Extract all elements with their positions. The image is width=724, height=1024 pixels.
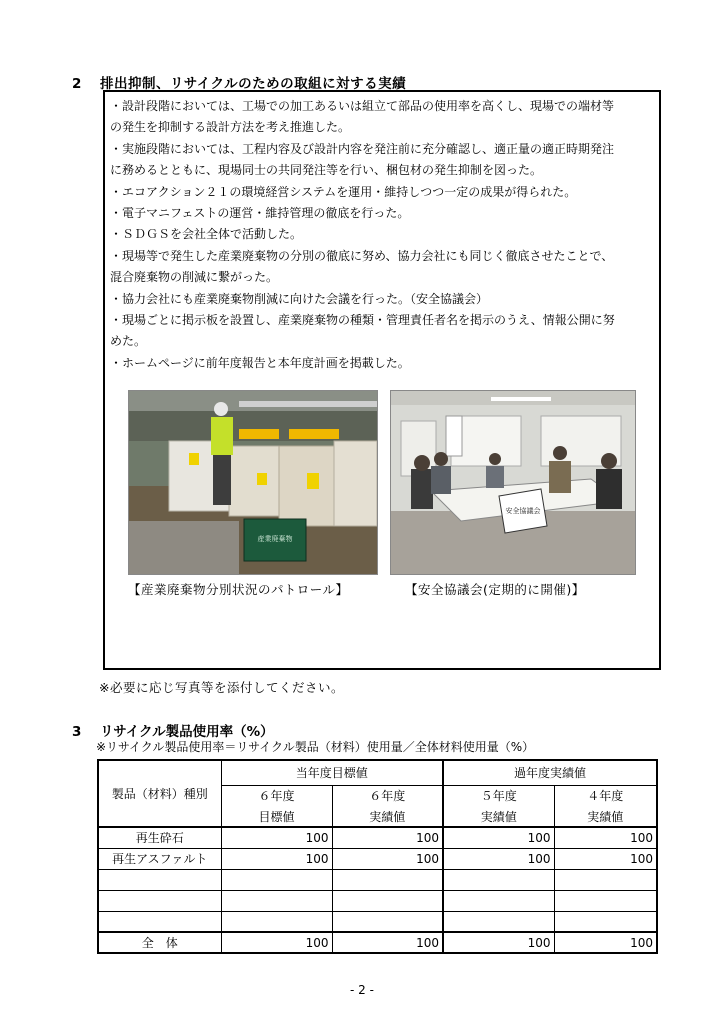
- photo-safety-council: [390, 390, 636, 575]
- section2-bullets: [110, 96, 658, 374]
- table-row-total: [98, 932, 657, 953]
- cell-value: 100: [443, 848, 554, 869]
- photo1-sign-text: 産業廃棄物: [257, 535, 293, 543]
- bullet-line: ・現場ごとに掲示板を設置し、産業廃棄物の種類・管理責任者名を掲示のうえ、情報公開に努: [110, 313, 615, 328]
- cell-value: 100: [332, 827, 443, 848]
- subheader-kind: 実績値: [443, 806, 554, 827]
- subheader-year: ５年度: [443, 785, 554, 806]
- bullet-line: ・電子マニフェストの運営・維持管理の徹底を行った。: [110, 206, 410, 221]
- bullet-line: めた。: [110, 334, 147, 349]
- cell-value: 100: [554, 932, 657, 953]
- table-row-empty: [98, 890, 657, 911]
- cell-value: 100: [554, 827, 657, 848]
- bullet-line: 混合廃棄物の削減に繋がった。: [110, 270, 279, 285]
- subheader-kind: 目標値: [221, 806, 332, 827]
- subheader-year: ４年度: [554, 785, 657, 806]
- bullet-line: ・ＳＤＧＳを会社全体で活動した。: [110, 227, 303, 242]
- bullet-line: の発生を抑制する設計方法を考え推進した。: [110, 120, 351, 135]
- bullet-line: ・実施段階においては、工程内容及び設計内容を発注前に充分確認し、適正量の適正時期発注: [110, 141, 615, 156]
- subheader-kind: 実績値: [554, 806, 657, 827]
- cell-value: 100: [332, 932, 443, 953]
- usage-rate-formula: ※リサイクル製品使用率＝リサイクル製品（材料）使用量／全体材料使用量（%）: [96, 740, 535, 754]
- subheader-year: ６年度: [221, 785, 332, 806]
- cell-value: 100: [221, 848, 332, 869]
- bullet-line: ・エコアクション２１の環境経営システムを運用・維持しつつ一定の成果が得られた。: [110, 184, 577, 199]
- cell-value: 100: [332, 848, 443, 869]
- table-row: [98, 848, 657, 869]
- subheader-year: ６年度: [332, 785, 443, 806]
- total-label: 全 体: [98, 932, 221, 953]
- cell-value: 100: [221, 827, 332, 848]
- cell-value: 100: [221, 932, 332, 953]
- page-number: - 2 -: [350, 983, 374, 997]
- attachment-note: ※必要に応じ写真等を添付してください。: [99, 680, 344, 695]
- bullet-line: ・設計段階においては、工場での加工あるいは組立て部品の使用率を高くし、現場での端材等: [110, 99, 615, 113]
- cell-value: 100: [554, 848, 657, 869]
- group-header-current-target: 当年度目標値: [221, 760, 443, 785]
- section3-heading: 3 リサイクル製品使用率（%）: [72, 724, 274, 740]
- photo-waste-patrol: [128, 390, 378, 575]
- table-row: [98, 827, 657, 848]
- table-row-empty: [98, 869, 657, 890]
- bullet-line: ・ホームページに前年度報告と本年度計画を掲載した。: [110, 355, 410, 370]
- row-label: 再生砕石: [98, 827, 221, 848]
- subheader-kind: 実績値: [332, 806, 443, 827]
- cell-value: 100: [443, 827, 554, 848]
- photo1-caption: 【産業廃棄物分別状況のパトロール】: [128, 582, 349, 597]
- photo2-caption: 【安全協議会(定期的に開催)】: [405, 582, 585, 597]
- group-header-past-results: 過年度実績値: [443, 760, 657, 785]
- table-row-empty: [98, 911, 657, 932]
- bullet-line: ・協力会社にも産業廃棄物削減に向けた会議を行った。（安全協議会）: [110, 291, 489, 306]
- section2-heading: 2 排出抑制、リサイクルのための取組に対する実績: [72, 76, 407, 92]
- recycled-product-table: [97, 759, 658, 954]
- col-header-product-type: 製品（材料）種別: [98, 760, 221, 827]
- bullet-line: に務めるとともに、現場同士の共同発注等を行い、梱包材の発生抑制を図った。: [110, 163, 543, 178]
- cell-value: 100: [443, 932, 554, 953]
- photo2-sign-text: 安全協議会: [505, 507, 541, 515]
- row-label: 再生アスファルト: [98, 848, 221, 869]
- bullet-line: ・現場等で発生した産業廃棄物の分別の徹底に努め、協力会社にも同じく徹底させたことで、: [110, 248, 614, 263]
